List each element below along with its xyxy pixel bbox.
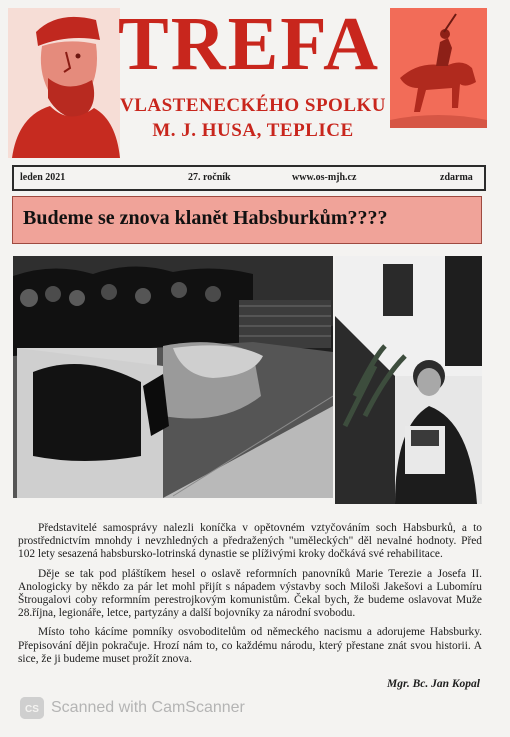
article-paragraph: Představitelé samosprávy nalezli koníčka v opětovném vztyčováním soch Habsburků, a to prostřednictvím mnohdy i nevzhledných a předražených "uměleckých" děl nevalné hodnoty. Před 102 lety sesazená habsbursko-lotrinská dynastie se plíživými kroky dočkává své rehabilitace. xyxy=(18,522,482,561)
headline-text: Budeme se znova klanět Habsburkům???? xyxy=(23,207,388,229)
newspaper-subtitle-line2: M. J. HUSA, TEPLICE xyxy=(152,120,354,141)
price-label: zdarma xyxy=(440,172,473,183)
author-signature: Mgr. Bc. Jan Kopal xyxy=(387,678,480,690)
issue-volume: 27. ročník xyxy=(188,172,231,183)
svg-text:CS: CS xyxy=(25,704,39,715)
issue-info-bar xyxy=(12,165,486,191)
watermark-text: Scanned with CamScanner xyxy=(51,699,245,716)
statue-ceremony-photo xyxy=(13,256,333,498)
newspaper-subtitle-line1: VLASTENECKÉHO SPOLKU xyxy=(119,95,387,116)
horseman-illustration-image xyxy=(390,8,487,128)
article-paragraph: Místo toho kácíme pomníky osvoboditelům od německého nacismu a adorujeme Habsburky. Přepisování dějin pokračuje. Hrozí nám to, co každému národu, který přestane znát svou historii. A sice, že ji budeme muset prožít znova. xyxy=(18,626,482,665)
article-paragraph: Děje se tak pod pláštíkem hesel o oslavě reformních panovníků Marie Terezie a Josefa II. Anologicky by někdo za pár let mohl přijít s nápadem výstavby soch Miloši Jakešovi a Lubomíru Štrougalovi coby reformním perestrojkovým komunistům. Čekal bych, že budeme oslavovat Muže 28.října, legionáře, letce, partyzány a další bojovníky za národní svobodu. xyxy=(18,567,482,620)
man-with-bust-photo xyxy=(335,256,482,504)
website-link[interactable]: www.os-mjh.cz xyxy=(292,172,357,183)
issue-date: leden 2021 xyxy=(20,172,66,183)
headline-box xyxy=(12,196,482,244)
article-body xyxy=(18,522,482,672)
newspaper-title: TREFA xyxy=(118,2,380,86)
camscanner-logo-icon xyxy=(20,697,44,719)
